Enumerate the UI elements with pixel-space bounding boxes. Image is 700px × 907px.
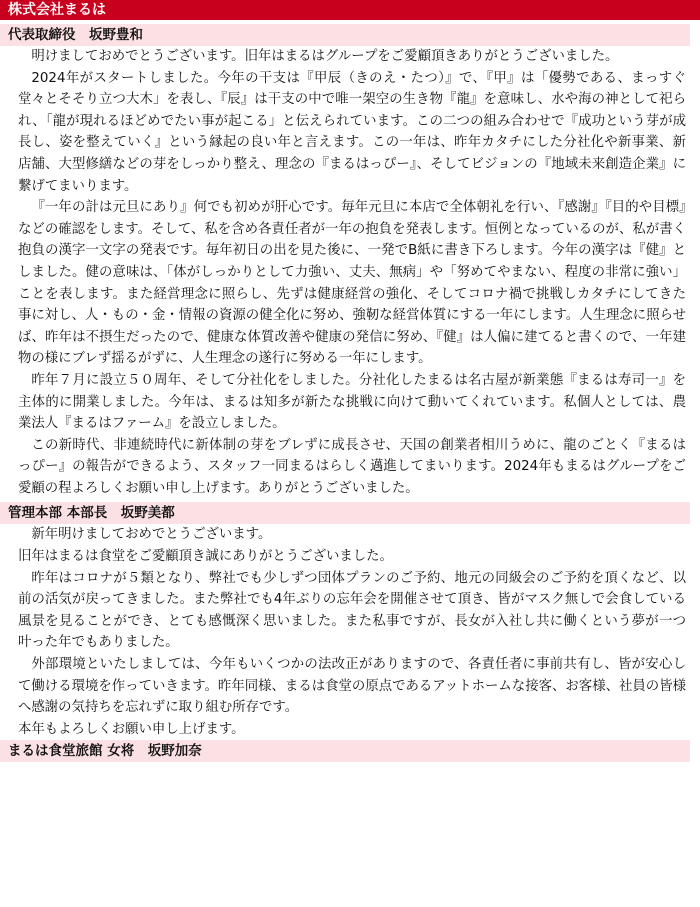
company-name-bar: 株式会社まるは <box>0 0 700 20</box>
paragraph: 明けましておめでとうございます。旧年はまるはグループをご愛顧頂きありがとうございました。 <box>31 49 619 64</box>
paragraph: 『一年の計は元旦にあり』何でも初めが肝心です。毎年元旦に本店で全体朝礼を行い、『感謝』『目的や目標』などの確認をします。そして、私を含め各責任者が一年の抱負を発表します。恒例となっているのが、私が書く抱負の漢字一文字の発表です。毎年初日の出を見た後に、一発でB紙に書き下ろします。今年の漢字は『健』としました。健の意味は、「体がしっかりとして力強い、丈夫、無病」や「努めてやまない、程度の非常に強い」ことを表します。また経営理念に照らし、先ずは健康経営の強化、そしてコロナ禍で挑戦しカタチにしてきた事に対し、人・もの・金・情報の資源の健全化に努め、強靭な経営体質にする一年にします。人生理念に照らせば、昨年は不摂生だったので、健康な体質改善や健康の発信に努め、『健』は人偏に建てると書くので、一年建物の様にブレず揺るがずに、人生理念の遂行に努める一年にします。 <box>18 200 686 367</box>
paragraph: 昨年はコロナが５類となり、弊社でも少しずつ団体プランのご予約、地元の同級会のご予約を頂くなど、以前の活気が戻ってきました。また弊社でも4年ぶりの忘年会を開催させて頂き、皆がマスク無しで会食している風景を見ることができ、とても感慨深く思いました。また私事ですが、長女が入社し共に働くという夢が一つ叶った年でもありました。 <box>18 570 686 651</box>
paragraph: 新年明けましておめでとうございます。 <box>31 527 272 543</box>
paragraph: 昨年７月に設立５０周年、そして分社化をしました。分社化したまるは名古屋が新業態『まるは寿司一』を主体的に開業しました。今年は、まるは知多が新たな挑戦に向けて動いてくれています。私個人としては、農業法人『まるはファーム』を設立しました。 <box>18 372 686 432</box>
paragraph: 2024年がスタートしました。今年の干支は『甲辰（きのえ・たつ）』で、『甲』は「優勢である、まっすぐ堂々とそそり立つ大木」を表し、『辰』は干支の中で唯一架空の生き物『龍』を意味し、水や海の神として祀られ、「龍が現れるほどめでたい事が起こる」と伝えられています。この二つの組み合わせで『成功という芽が成長し、姿を整えていく』という縁起の良い年と言えます。この一年は、昨年カタチにした分社化や新事業、新店舗、大型修繕などの芽をしっかり整え、理念の『まるはっぴー』、そしてビジョンの『地域未来創造企業』に繋げてまいります。 <box>18 70 686 194</box>
paragraph: 本年もよろしくお願い申し上げます。 <box>18 721 245 737</box>
section-header-okami: まるは食堂旅館 女将 坂野加奈 <box>0 740 690 762</box>
paragraph: この新時代、非連続時代に新体制の芽をブレずに成長させ、天国の創業者相川うめに、龍のごとく『まるはっぴー』の報告ができるよう、スタッフ一同まるはらしく邁進してまいります。2024年もまるはグループをご愛顧の程よろしくお願い申し上げます。ありがとうございました。 <box>18 437 686 496</box>
section-header-admin-director: 管理本部 本部長 坂野美都 <box>0 502 690 524</box>
paragraph: 旧年はまるは食堂をご愛顧頂き誠にありがとうございました。 <box>18 549 393 565</box>
paragraph: 外部環境といたしましては、今年もいくつかの法改正がありますので、各責任者に事前共有し、皆が安心して働ける環境を作っていきます。昨年同様、まるは食堂の原点であるアットホームな接客、お客様、社員の皆様へ感謝の気持ちを忘れずに取り組む所存です。 <box>18 657 686 716</box>
section-header-president: 代表取締役 坂野豊和 <box>0 24 690 46</box>
